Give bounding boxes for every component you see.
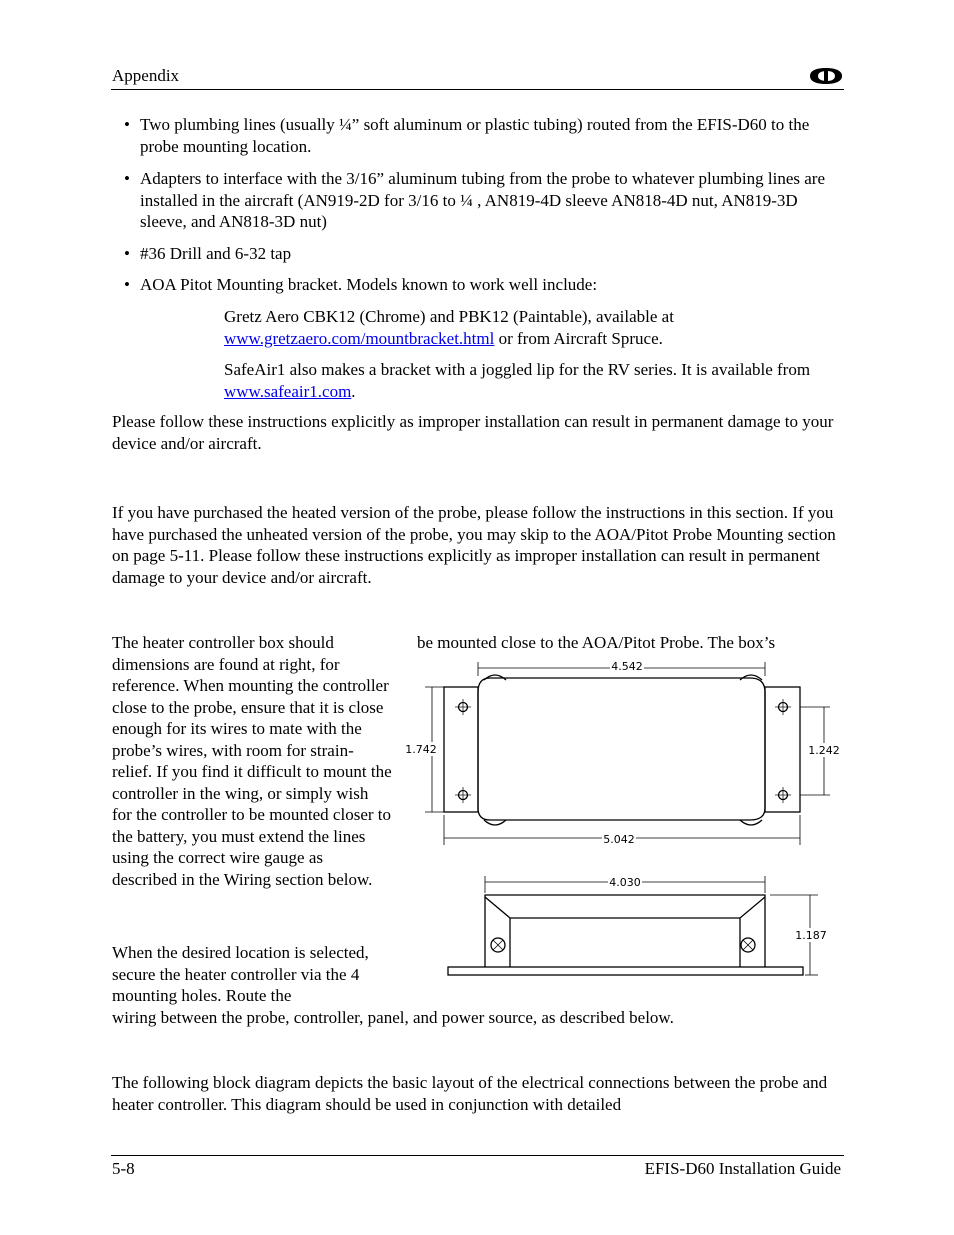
footer-rule xyxy=(111,1155,844,1156)
box-mounting-paragraph: The heater controller box should dimensions are found at right, for reference. When mounting the controller close to the probe, ensure that it is close enough for its wires to mate with the probe’s wires, with room for strain-relief. If you find it difficult to mount the controller in the wing, or simply wish for the controller to be mounted closer to the battery, you must extend the lines using the correct wire gauge as described in the Wiring section below. xyxy=(112,633,392,889)
bullet-icon: • xyxy=(124,169,130,188)
gretz-text: Gretz Aero CBK12 (Chrome) and PBK12 (Paintable), available at xyxy=(224,307,674,326)
safeair-link[interactable]: www.safeair1.com xyxy=(224,381,352,401)
dim-overall-width: 5.042 xyxy=(603,833,635,846)
follow-instructions-paragraph: Please follow these instructions explicitly as improper installation can result in permanent damage to your device and/or aircraft. xyxy=(112,412,834,453)
side-view xyxy=(448,895,803,975)
safeair-tail: . xyxy=(351,381,356,401)
dim-outer-height: 1.742 xyxy=(405,743,437,756)
bullet-item-adapters xyxy=(124,168,840,233)
page-number: 5-8 xyxy=(112,1159,135,1178)
bullet-text: Two plumbing lines (usually ¼” soft aluminum or plastic tubing) routed from the EFIS-D60 to the probe mounting location. xyxy=(140,115,810,156)
header-section-title: Appendix xyxy=(112,66,180,85)
side-view-dimension-lines xyxy=(485,876,818,975)
dim-inner-height: 1.242 xyxy=(808,744,840,757)
heater-controller-dimension-drawing xyxy=(400,652,850,982)
block-diagram-paragraph: The following block diagram depicts the basic layout of the electrical connections between the probe and heater controller. This diagram should be used in conjunction with detailed xyxy=(112,1073,828,1114)
dim-top-width: 4.542 xyxy=(611,660,643,673)
bullet-item-drill-tap xyxy=(124,243,840,265)
location-paragraph-continued: wiring between the probe, controller, panel, and power source, as described below. xyxy=(112,1008,674,1027)
bullet-icon: • xyxy=(124,275,130,294)
bullet-text: AOA Pitot Mounting bracket. Models known to work well include: xyxy=(140,275,598,294)
heated-probe-paragraph: If you have purchased the heated version of the probe, please follow the instructions in this section. If you have purchased the unheated version of the probe, you may skip to the AOA/Pitot Probe Mounting section on page 5-11. Please follow these instructions explicitly as improper installation can result in permanent damage to your device and/or aircraft. xyxy=(112,503,836,587)
bullet-text: Adapters to interface with the 3/16” aluminum tubing from the probe to whatever plumbing lines are installed in the aircraft (AN919-2D for 3/16 to ¼ , AN819-4D sleeve AN818-4D nut, AN819-3D sleeve, and AN818-3D nut) xyxy=(140,169,826,231)
dim-side-width: 4.030 xyxy=(609,876,641,889)
gretz-tail: or from Aircraft Spruce. xyxy=(494,328,663,348)
header-rule xyxy=(111,89,844,90)
document-title: EFIS-D60 Installation Guide xyxy=(644,1159,841,1178)
bullet-icon: • xyxy=(124,115,130,134)
bullet-item-mounting-bracket xyxy=(124,274,840,296)
location-paragraph: When the desired location is selected, secure the heater controller via the 4 mounting holes. Route the xyxy=(112,943,369,1005)
dynon-logo-icon xyxy=(806,66,844,86)
safeair-text: SafeAir1 also makes a bracket with a joggled lip for the RV series. It is available from xyxy=(224,360,811,379)
dim-side-height: 1.187 xyxy=(795,929,827,942)
top-view xyxy=(444,675,800,825)
bullet-text: #36 Drill and 6-32 tap xyxy=(140,244,292,263)
safeair-paragraph xyxy=(224,359,840,402)
gretz-link[interactable]: www.gretzaero.com/mountbracket.html xyxy=(224,328,495,348)
bullet-item-plumbing-lines xyxy=(124,114,840,157)
bullet-icon: • xyxy=(124,244,130,263)
gretz-paragraph xyxy=(224,306,840,349)
box-mounting-paragraph-continued: be mounted close to the AOA/Pitot Probe. The box’s xyxy=(417,633,776,652)
